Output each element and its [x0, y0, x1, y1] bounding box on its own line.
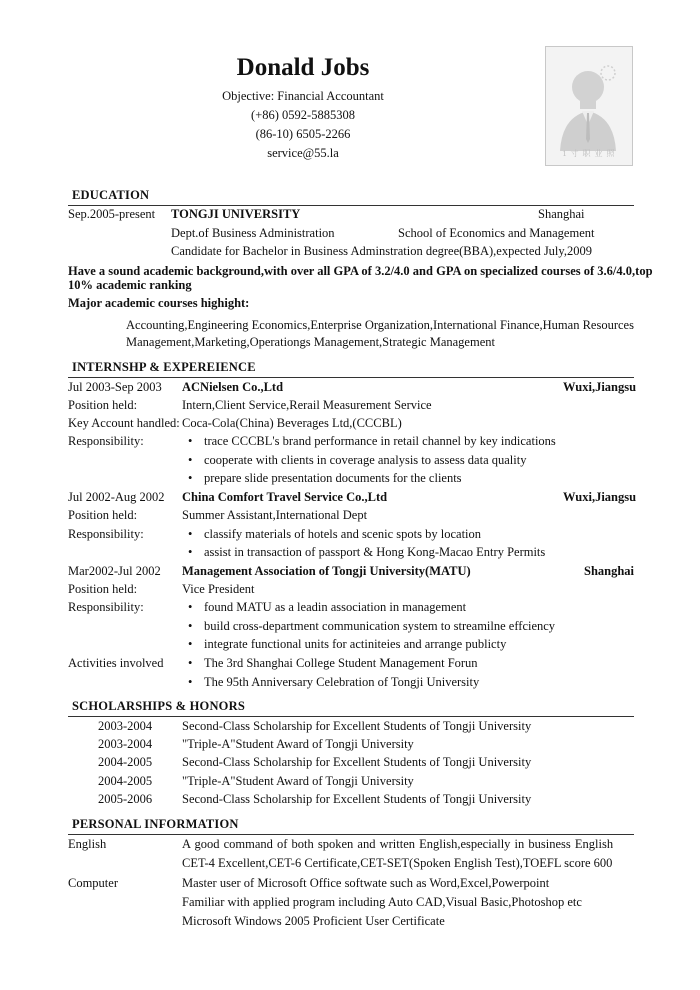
activity-item: The 3rd Shanghai College Student Management Forun: [204, 656, 478, 670]
education-school: TONGJI UNIVERSITY: [171, 207, 301, 221]
candidate-name: Donald Jobs: [236, 54, 370, 81]
scholarship-year: 2003-2004: [98, 737, 153, 751]
education-gpa-cont: 10% academic ranking: [68, 278, 192, 292]
activity-item: The 95th Anniversary Celebration of Tongji University: [204, 675, 480, 689]
responsibility-item: assist in transaction of passport & Hong Kong-Macao Entry Permits: [204, 545, 546, 559]
computer-label: Computer: [68, 876, 118, 890]
responsibility-item: integrate functional units for actiniteies and arrange publicty: [204, 637, 507, 651]
responsibility-item: cooperate with clients in coverage analysis to assess data quality: [204, 453, 527, 467]
job-location: Shanghai: [584, 564, 635, 578]
position-label: Position held:: [68, 508, 138, 522]
bullet-icon: •: [188, 675, 193, 689]
courses-list: Accounting,Engineering Economics,Enterprise Organization,International Finance,Human Resources: [126, 318, 634, 332]
phone-primary: (+86) 0592-5885308: [251, 108, 355, 122]
job-company: Management Association of Tongji University(MATU): [182, 564, 471, 578]
responsibility-label: Responsibility:: [68, 527, 144, 541]
job-location: Wuxi,Jiangsu: [563, 380, 637, 394]
computer-detail: Microsoft Windows 2005 Proficient User Certificate: [182, 914, 445, 928]
job-position: Summer Assistant,International Dept: [182, 508, 368, 522]
bullet-icon: •: [188, 527, 193, 541]
scholarship-text: "Triple-A"Student Award of Tongji University: [182, 737, 414, 751]
scholarship-year: 2003-2004: [98, 719, 153, 733]
education-location: Shanghai: [538, 207, 585, 221]
bullet-icon: •: [188, 619, 193, 633]
job-date: Jul 2003-Sep 2003: [68, 380, 162, 394]
english-detail: A good command of both spoken and written English,especially in business English: [182, 837, 614, 851]
position-label: Position held:: [68, 398, 138, 412]
job-company: ACNielsen Co.,Ltd: [182, 380, 284, 394]
section-divider: [68, 716, 634, 717]
courses-list-cont: Management,Marketing,Operationgs Management,Strategic Management: [126, 335, 495, 349]
bullet-icon: •: [188, 453, 193, 467]
education-gpa: Have a sound academic background,with over all GPA of 3.2/4.0 and GPA on specialized courses of 3.6/4.0,top: [68, 264, 653, 278]
scholarship-text: Second-Class Scholarship for Excellent Students of Tongji University: [182, 755, 532, 769]
computer-detail: Master user of Microsoft Office softwate such as Word,Excel,Powerpoint: [182, 876, 550, 890]
scholarship-year: 2005-2006: [98, 792, 153, 806]
education-dept: Dept.of Business Administration: [171, 226, 335, 240]
section-title-internship: INTERNSHP & EXPEREIENCE: [72, 360, 256, 374]
bullet-icon: •: [188, 434, 193, 448]
computer-detail: Familiar with applied program including Auto CAD,Visual Basic,Photoshop etc: [182, 895, 582, 909]
job-position: Vice President: [182, 582, 255, 596]
job-account: Coca-Cola(China) Beverages Ltd,(CCCBL): [182, 416, 402, 430]
bullet-icon: •: [188, 656, 193, 670]
english-detail: CET-4 Excellent,CET-6 Certificate,CET-SET(Spoken English Test),TOEFL score 600: [182, 856, 613, 870]
profile-photo-placeholder: [545, 46, 633, 166]
scholarship-year: 2004-2005: [98, 755, 153, 769]
courses-heading: Major academic courses highight:: [68, 296, 250, 310]
responsibility-item: classify materials of hotels and scenic spots by location: [204, 527, 482, 541]
education-school-of: School of Economics and Management: [398, 226, 595, 240]
section-title-personal: PERSONAL INFORMATION: [72, 817, 239, 831]
photo-caption: 1 寸 职 业 照: [562, 149, 616, 158]
scholarship-year: 2004-2005: [98, 774, 153, 788]
section-title-education: EDUCATION: [72, 188, 150, 202]
education-date: Sep.2005-present: [68, 207, 156, 221]
section-divider: [68, 834, 634, 835]
activities-label: Activities involved: [68, 656, 164, 670]
section-divider: [68, 205, 634, 206]
scholarship-text: "Triple-A"Student Award of Tongji University: [182, 774, 414, 788]
scholarship-text: Second-Class Scholarship for Excellent Students of Tongji University: [182, 792, 532, 806]
account-label: Key Account handled:: [68, 416, 180, 430]
job-date: Jul 2002-Aug 2002: [68, 490, 165, 504]
bullet-icon: •: [188, 471, 193, 485]
bullet-icon: •: [188, 545, 193, 559]
job-date: Mar2002-Jul 2002: [68, 564, 161, 578]
scholarship-text: Second-Class Scholarship for Excellent Students of Tongji University: [182, 719, 532, 733]
job-position: Intern,Client Service,Rerail Measurement Service: [182, 398, 432, 412]
responsibility-item: found MATU as a leadin association in management: [204, 600, 467, 614]
job-location: Wuxi,Jiangsu: [563, 490, 637, 504]
job-company: China Comfort Travel Service Co.,Ltd: [182, 490, 388, 504]
responsibility-label: Responsibility:: [68, 600, 144, 614]
section-title-scholarships: SCHOLARSHIPS & HONORS: [72, 699, 245, 713]
phone-secondary: (86-10) 6505-2266: [255, 127, 351, 141]
responsibility-item: trace CCCBL's brand performance in retail channel by key indications: [204, 434, 556, 448]
bullet-icon: •: [188, 637, 193, 651]
responsibility-item: prepare slide presentation documents for the clients: [204, 471, 462, 485]
bullet-icon: •: [188, 600, 193, 614]
english-label: English: [68, 837, 107, 851]
education-candidate: Candidate for Bachelor in Business Adminstration degree(BBA),expected July,2009: [171, 244, 592, 258]
email: service@55.la: [267, 146, 339, 160]
section-divider: [68, 377, 634, 378]
responsibility-item: build cross-department communication system to streamilne effciency: [204, 619, 556, 633]
responsibility-label: Responsibility:: [68, 434, 144, 448]
objective: Objective: Financial Accountant: [222, 89, 384, 103]
position-label: Position held:: [68, 582, 138, 596]
